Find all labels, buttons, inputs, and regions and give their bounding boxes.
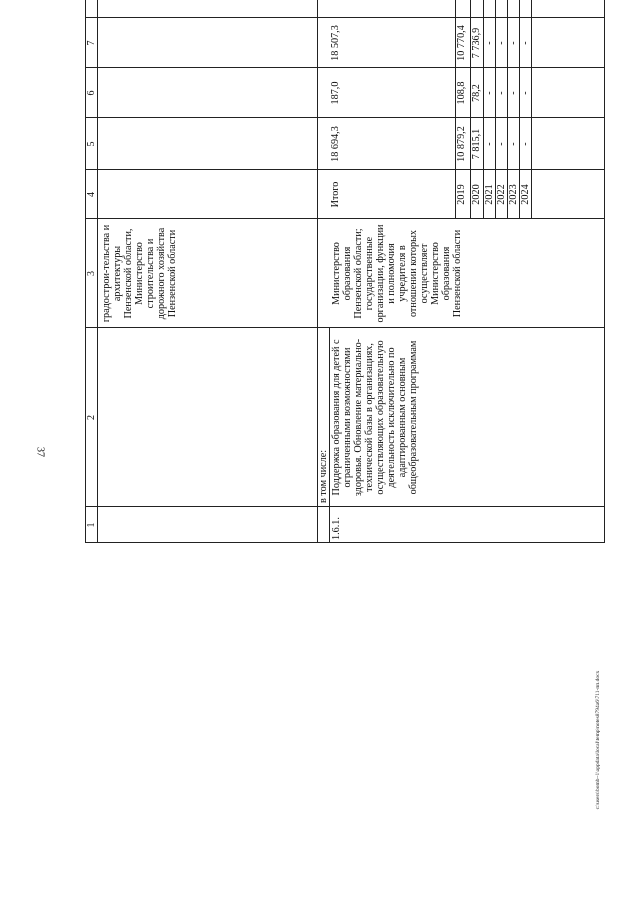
year-cell-c6: 108,8 [456,81,467,105]
year-cell-year: 2021 [484,184,495,205]
year-cell-c7: - [508,41,519,45]
table-bottom-rule [604,0,605,543]
year-cell-c5: - [508,142,519,146]
column-rule [85,506,605,507]
column-number-header: 3 [86,271,97,276]
column-rule [85,117,605,118]
column-rule [85,218,605,219]
column-number-header: 5 [86,141,97,147]
table-left-rule [85,542,605,543]
column-number-header [86,0,97,18]
year-cell-c7: - [496,41,507,45]
year-cell-c5: - [484,142,495,146]
column-rule [85,67,605,68]
header-bottom-rule [97,0,98,543]
year-cell-year: 2022 [496,184,507,205]
year-cell-c6: - [484,91,495,95]
year-cell-c7: - [520,41,531,45]
column-number-header: 4 [86,192,97,197]
year-cell-year: Итого [330,181,341,208]
year-cell-c8 [330,0,455,16]
year-cell-c5: 10 879,2 [456,126,467,162]
year-cell-c5: 7 815,1 [471,128,482,160]
column-number-header: 1 [86,522,97,528]
year-cell-c6: 78,2 [471,84,482,102]
column-number-header: 2 [86,415,97,420]
measure-name: Поддержка образования для детей с ограниченными возможностями здоровья. Обновление материально-технической базы в организациях, осуществляющих образовательную деятельность исключительно по адаптированным основным общеобразовательным программам [331,338,419,497]
measure-executor: Министерство образования Пензенской области; государственные организации, функции и полномочия учредителя в отношении которых осуществляет Министерство образования Пензенской области [331,224,463,323]
year-cell-c5: - [520,142,531,146]
year-cell-year: 2019 [456,184,467,205]
column-number-header: 7 [86,40,97,46]
column-rule [85,169,605,170]
column-rule [85,327,605,328]
year-cell-c6: 187,0 [330,81,341,105]
year-cell-year: 2020 [471,184,482,205]
year-cell-c7: 18 507,3 [330,25,341,61]
year-cell-c8 [484,0,495,16]
year-cell-c6: - [520,91,531,95]
year-cell-c8 [456,0,470,16]
year-cell-c7: 10 770,4 [456,25,467,61]
year-cell-c6: - [496,91,507,95]
year-cell-c5: - [496,142,507,146]
footer-file-path: c:\users\bomb~1\appdata\local\temp\notes8794a6\711-пп.docx [595,670,601,810]
year-cell-year: 2024 [520,184,531,205]
year-cell-c7: - [484,41,495,45]
column-number-header: 6 [86,90,97,96]
year-row-rule [531,0,532,219]
executor-continuation: градострои-тельства и архитектуры Пензенской области, Министерство строительства и дорожного хозяйства Пензенской области [101,224,178,323]
column-rule [85,17,605,18]
program-table [85,0,605,543]
row-number: 1.6.1. [331,517,342,540]
year-cell-year: 2023 [508,184,519,205]
subtotal-label: в том числе: [318,449,329,503]
year-cell-c8 [496,0,507,16]
page-number: 37 [34,447,46,457]
year-cell-c8 [471,0,483,16]
year-cell-c5: 18 694,3 [330,126,341,162]
year-cell-c7: 7 736,9 [471,27,482,59]
year-cell-c6: - [508,91,519,95]
rotated-page-frame [85,23,605,808]
year-cell-c8 [520,0,531,16]
year-cell-c8 [508,0,519,16]
row-b-bottom-rule [329,328,330,543]
